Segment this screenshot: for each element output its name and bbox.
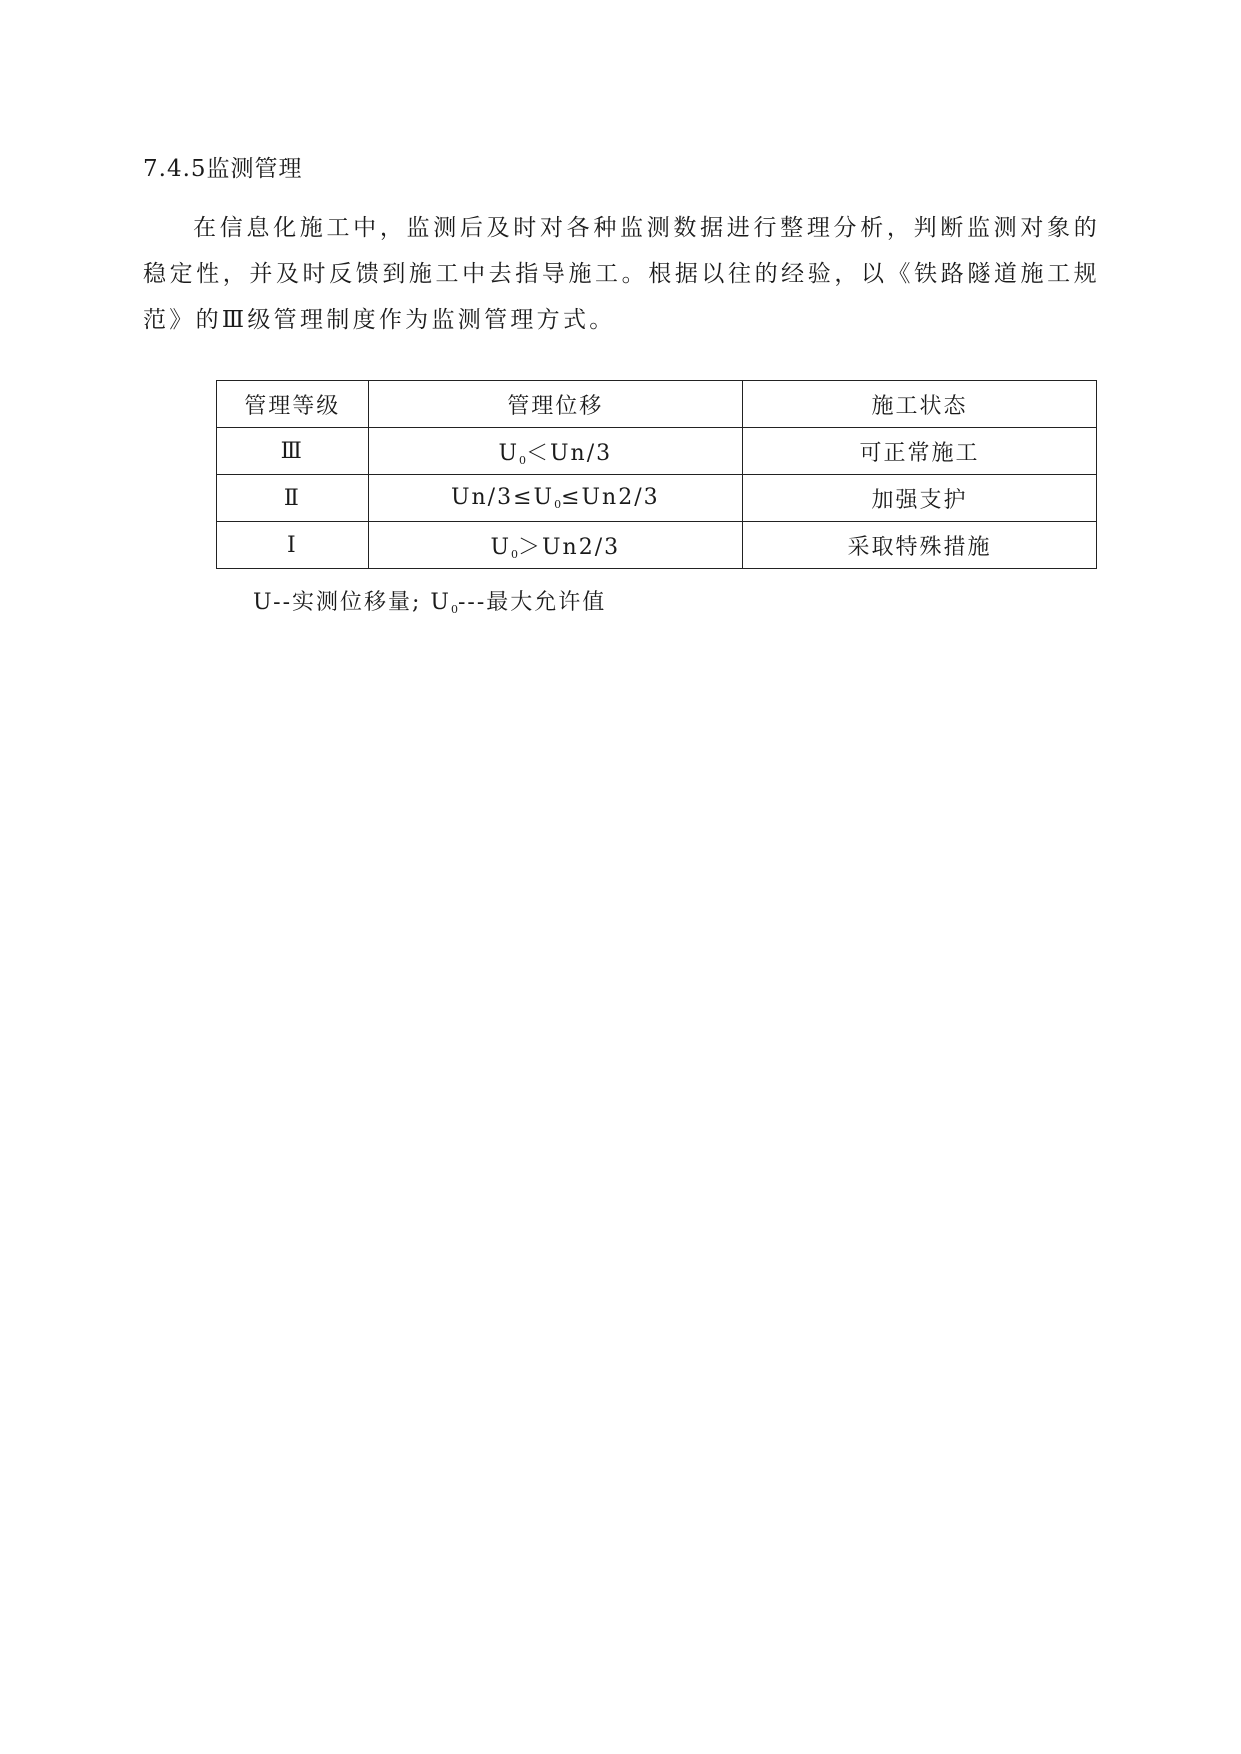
level-cell: Ⅰ (217, 522, 369, 569)
displacement-cell (368, 475, 742, 522)
displacement-cell (368, 522, 742, 569)
section-heading: 7.4.5监测管理 (143, 156, 303, 182)
table-row (217, 428, 1097, 475)
note-text: U--实测位移量; U (253, 590, 451, 615)
note-text: ---最大允许值 (457, 590, 607, 615)
state-cell: 可正常施工 (743, 428, 1097, 475)
subscript: 0 (519, 453, 527, 467)
displacement-text: ＞Un2/3 (518, 534, 621, 560)
level-cell: Ⅱ (217, 475, 369, 522)
displacement-cell (368, 428, 742, 475)
table-row (217, 475, 1097, 522)
header-construction-state: 施工状态 (743, 381, 1097, 428)
header-management-level: 管理等级 (217, 381, 369, 428)
table-row (217, 522, 1097, 569)
subscript: 0 (511, 547, 519, 561)
management-level-table (216, 380, 1097, 569)
table-header-row (217, 381, 1097, 428)
body-paragraph: 在信息化施工中，监测后及时对各种监测数据进行整理分析，判断监测对象的稳定性，并及时反馈到施工中去指导施工。根据以往的经验，以《铁路隧道施工规范》的Ⅲ级管理制度作为监测管理方式。 (143, 215, 1100, 333)
subscript: 0 (450, 603, 458, 616)
subscript: 0 (554, 498, 562, 511)
level-cell: Ⅲ (217, 428, 369, 475)
table-note (253, 585, 606, 616)
header-management-displacement: 管理位移 (368, 381, 742, 428)
state-cell: 采取特殊措施 (743, 522, 1097, 569)
displacement-text: ≤Un2/3 (561, 485, 660, 510)
displacement-text: ＜Un/3 (526, 440, 613, 466)
state-cell: 加强支护 (743, 475, 1097, 522)
displacement-text: U (498, 440, 520, 466)
displacement-text: U (490, 534, 512, 560)
displacement-text: Un/3≤U (450, 485, 555, 510)
